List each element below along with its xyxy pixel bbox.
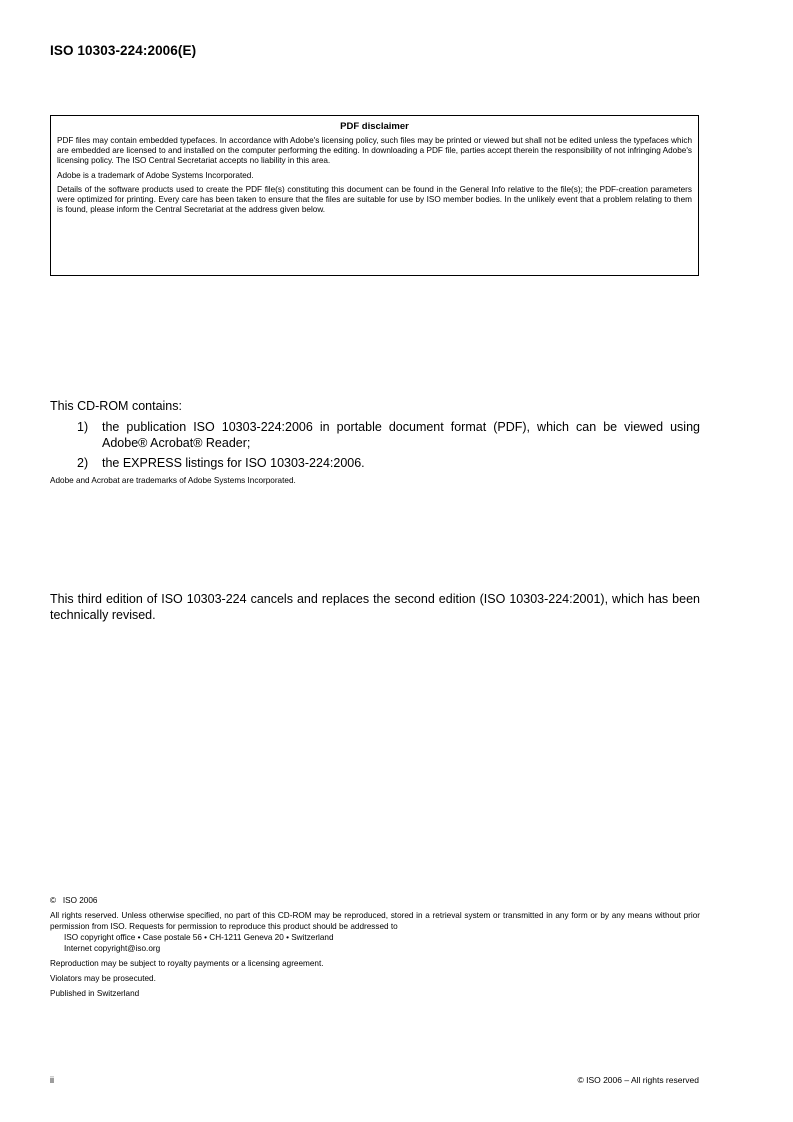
published-location: Published in Switzerland (50, 989, 140, 998)
disclaimer-paragraph-typefaces: PDF files may contain embedded typefaces. In accordance with Adobe's licensing policy, such files may be printed or viewed but shall not be edited unless the typefaces which are embedded are licensed to and installed on the computer performing the editing. In downloading a PDF file, parties accept therein the responsibility of not infringing Adobe's licensing policy. The ISO Central Secretariat accepts no liability in this area. (57, 136, 692, 166)
document-id-header: ISO 10303-224:2006(E) (50, 43, 197, 58)
cdrom-contents-section (50, 398, 700, 486)
copyright-line: © ISO 2006 (50, 896, 98, 905)
footer-rights: © ISO 2006 – All rights reserved (577, 1075, 699, 1085)
page-number: ii (50, 1075, 54, 1085)
copyright-email: Internet copyright@iso.org (64, 944, 161, 953)
list-item-text: the publication ISO 10303-224:2006 in portable document format (PDF), which can be viewed using Adobe® Acrobat® Reader; (102, 420, 700, 450)
cdrom-intro: This CD-ROM contains: (50, 399, 182, 413)
disclaimer-paragraph-trademark: Adobe is a trademark of Adobe Systems Incorporated. (57, 170, 254, 180)
copyright-office-address: ISO copyright office • Case postale 56 • CH-1211 Geneva 20 • Switzerland (64, 933, 334, 942)
list-item-text: the EXPRESS listings for ISO 10303-224:2006. (102, 456, 365, 470)
disclaimer-title: PDF disclaimer (340, 121, 409, 132)
rights-statement: All rights reserved. Unless otherwise specified, no part of this CD-ROM may be reproduced, stored in a retrieval system or transmitted in any form or by any means without prior permission from ISO. Requests for permission to reproduce this product should be addressed to (50, 911, 700, 931)
list-item-number: 1) (77, 420, 89, 434)
copyright-section (50, 895, 700, 1003)
violators-note: Violators may be prosecuted. (50, 974, 156, 983)
pdf-disclaimer-box (50, 115, 699, 276)
list-item-number: 2) (77, 456, 89, 470)
cdrom-contents-list (50, 419, 700, 471)
trademark-note: Adobe and Acrobat are trademarks of Adobe Systems Incorporated. (50, 476, 296, 485)
edition-note: This third edition of ISO 10303-224 cancels and replaces the second edition (ISO 10303-224:2001), which has been technically revised. (50, 592, 700, 622)
royalty-note: Reproduction may be subject to royalty payments or a licensing agreement. (50, 959, 324, 968)
disclaimer-paragraph-details: Details of the software products used to create the PDF file(s) constituting this document can be found in the General Info relative to the file(s); the PDF-creation parameters were optimized for printing. Every care has been taken to ensure that the files are suitable for use by ISO member bodies. In the unlikely event that a problem relating to them is found, please inform the Central Secretariat at the address given below. (57, 184, 692, 215)
list-item (50, 419, 700, 451)
list-item (50, 455, 700, 471)
